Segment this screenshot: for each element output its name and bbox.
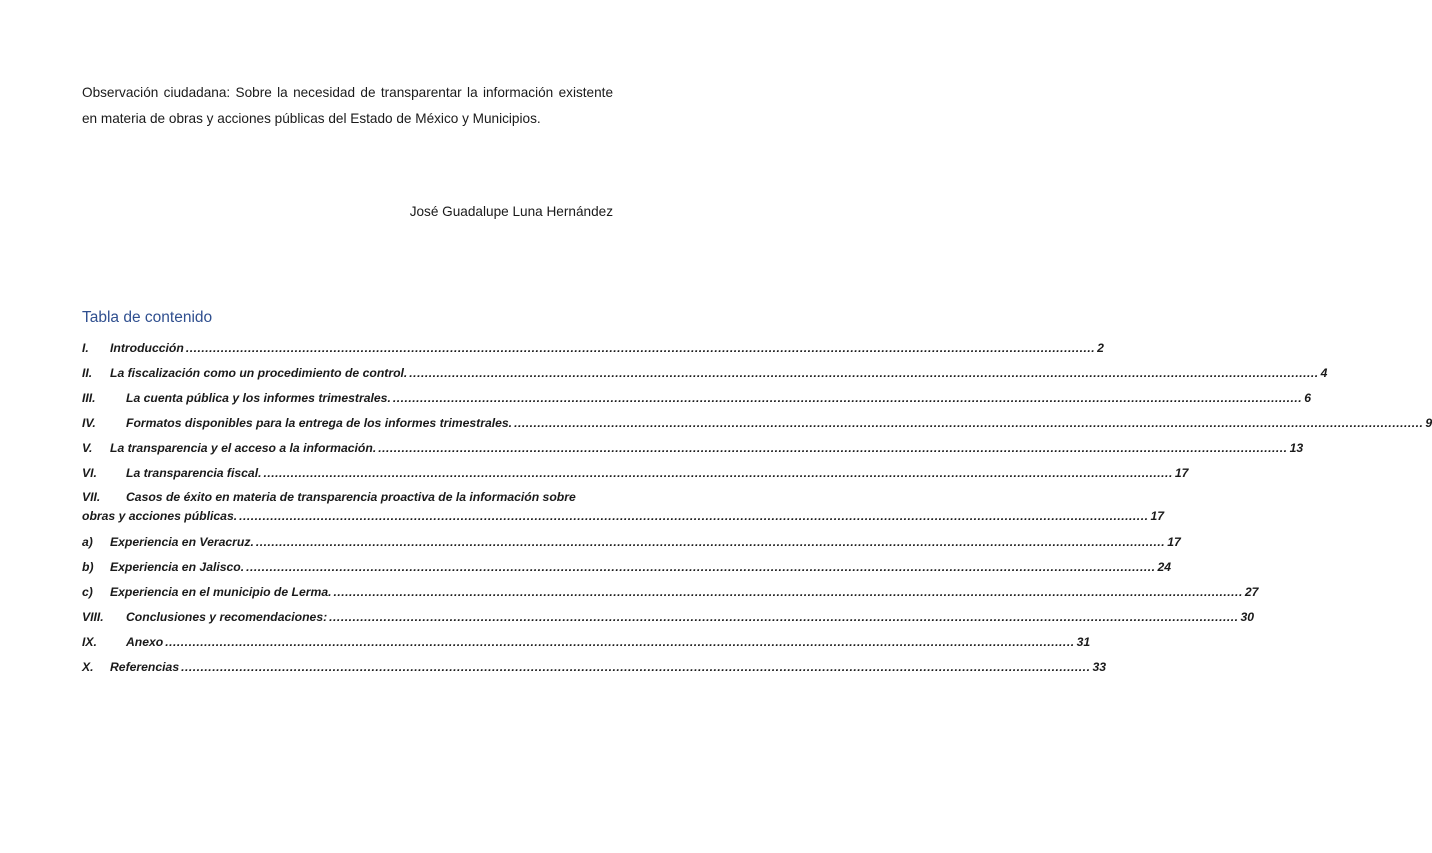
toc-entry-label[interactable]: Anexo (126, 635, 164, 649)
toc-entry-label[interactable]: Referencias (110, 660, 180, 674)
toc-entry-page[interactable]: 6 (1304, 391, 1311, 405)
toc-entry-number: VIII. (82, 610, 104, 624)
toc-entry-page[interactable]: 13 (1289, 441, 1304, 455)
toc-entry-introduccion[interactable] (82, 338, 1104, 363)
toc-entry-label[interactable]: La transparencia y el acceso a la información. (110, 441, 377, 455)
toc-entry-referencias[interactable] (82, 657, 1107, 682)
toc-leader-dots (393, 388, 1302, 409)
toc-entry-page[interactable]: 24 (1157, 560, 1172, 574)
toc-leader-dots (514, 413, 1423, 434)
toc-entry-number: I. (82, 341, 89, 355)
toc-entry-page[interactable]: 2 (1097, 341, 1104, 355)
toc-entry-label[interactable]: Experiencia en Jalisco. (110, 560, 245, 574)
toc-entry-label[interactable]: Experiencia en Veracruz. (110, 535, 254, 549)
author-name: José Guadalupe Luna Hernández (409, 204, 613, 219)
toc-entry-transparencia-fiscal[interactable] (82, 463, 1189, 488)
toc-entry-number: a) (82, 535, 93, 549)
toc-entry-number: c) (82, 585, 93, 599)
toc-entry-casos-exito[interactable] (82, 488, 1165, 532)
toc-entry-page[interactable]: 9 (1425, 416, 1432, 430)
toc-entry-number: III. (82, 391, 96, 405)
toc-entry-label[interactable]: Introducción (110, 341, 184, 355)
toc-leader-dots (409, 363, 1318, 384)
table-of-contents (82, 338, 1432, 682)
toc-entry-page[interactable]: 31 (1076, 635, 1091, 649)
toc-entry-page[interactable]: 17 (1167, 535, 1181, 549)
toc-leader-dots (378, 438, 1287, 459)
toc-entry-label[interactable]: Conclusiones y recomendaciones: (126, 610, 328, 624)
toc-entry-label[interactable]: La cuenta pública y los informes trimestrales. (126, 391, 391, 405)
toc-entry-lerma[interactable] (82, 582, 1259, 607)
toc-entry-label[interactable]: La fiscalización como un procedimiento de control. (110, 366, 408, 380)
intro-paragraph: Observación ciudadana: Sobre la necesidad de transparentar la información existente en materia de obras y acciones públicas del Estado de México y Municipios. (82, 85, 613, 126)
toc-leader-dots (256, 532, 1165, 553)
toc-entry-page[interactable]: 33 (1092, 660, 1107, 674)
toc-entry-cuenta-publica[interactable] (82, 388, 1311, 413)
toc-leader-dots (329, 607, 1238, 628)
toc-leader-dots (239, 507, 1148, 526)
toc-entry-number: X. (82, 660, 94, 674)
toc-entry-label[interactable]: La transparencia fiscal. (126, 466, 262, 480)
toc-leader-dots (181, 657, 1090, 678)
toc-entry-page[interactable]: 30 (1240, 610, 1255, 624)
toc-entry-number: II. (82, 366, 93, 380)
toc-entry-label[interactable]: Formatos disponibles para la entrega de los informes trimestrales. (126, 416, 513, 430)
toc-title: Tabla de contenido (82, 309, 213, 326)
toc-leader-dots (263, 463, 1172, 484)
toc-leader-dots (165, 632, 1074, 653)
toc-entry-anexo[interactable] (82, 632, 1091, 657)
toc-entry-number: IV. (82, 416, 96, 430)
toc-entry-number: b) (82, 560, 94, 574)
toc-entry-jalisco[interactable] (82, 557, 1172, 582)
toc-entry-page[interactable]: 17 (1174, 466, 1189, 480)
toc-leader-dots (246, 557, 1155, 578)
toc-entry-number: IX. (82, 635, 97, 649)
toc-entry-fiscalizacion[interactable] (82, 363, 1328, 388)
toc-entry-label-continuation[interactable]: obras y acciones públicas. (82, 509, 238, 523)
toc-entry-veracruz[interactable] (82, 532, 1181, 557)
toc-leader-dots (333, 582, 1242, 603)
toc-entry-conclusiones[interactable] (82, 607, 1255, 632)
toc-leader-dots (186, 338, 1095, 359)
toc-entry-number: V. (82, 441, 93, 455)
toc-entry-page[interactable]: 27 (1244, 585, 1259, 599)
toc-entry-page[interactable]: 4 (1320, 366, 1328, 380)
toc-entry-number: VI. (82, 466, 97, 480)
toc-entry-label[interactable]: Experiencia en el municipio de Lerma. (110, 585, 332, 599)
toc-entry-formatos[interactable] (82, 413, 1432, 438)
toc-entry-label[interactable]: Casos de éxito en materia de transparencia proactiva de la información sobre (126, 490, 576, 504)
toc-entry-page[interactable]: 17 (1150, 509, 1165, 523)
toc-entry-transparencia[interactable] (82, 438, 1304, 463)
toc-entry-number: VII. (82, 490, 101, 504)
